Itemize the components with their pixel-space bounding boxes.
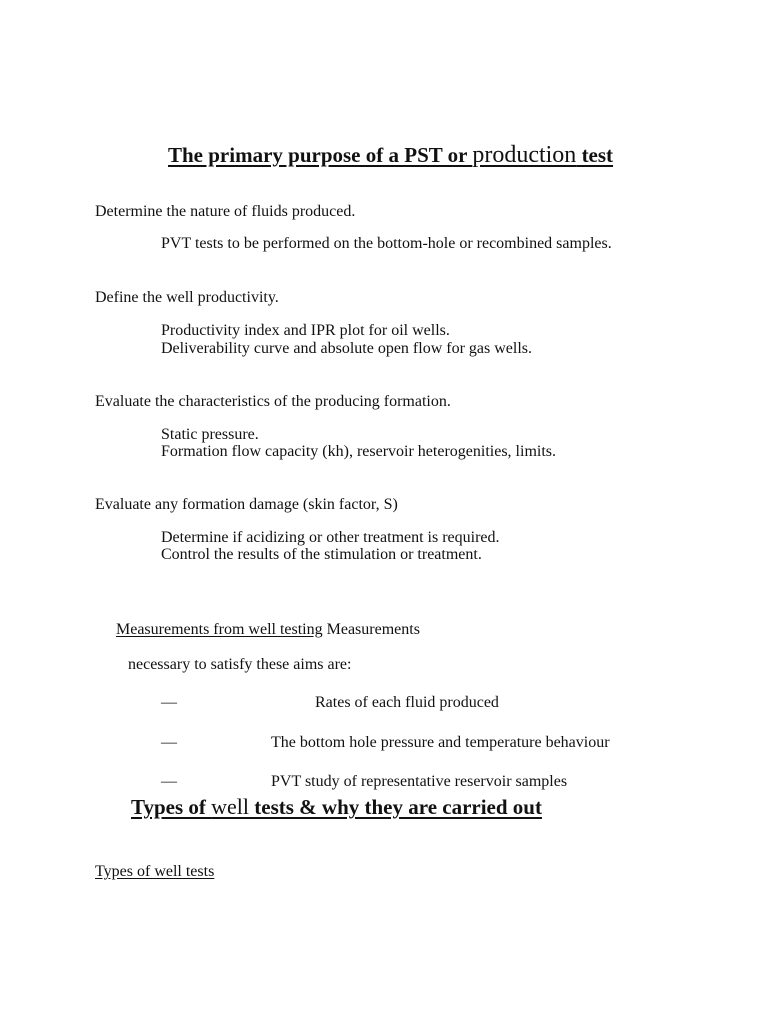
- aim-detail-acidizing: Determine if acidizing or other treatment is required.: [161, 529, 500, 546]
- main-heading-part2: production: [472, 142, 577, 168]
- types-heading-part3: tests & why they are carried out: [249, 795, 542, 819]
- aim-detail-static-pressure: Static pressure.: [161, 426, 259, 443]
- aim-detail-flow-capacity: Formation flow capacity (kh), reservoir heterogenities, limits.: [161, 443, 556, 460]
- types-subheading: Types of well tests: [95, 863, 215, 880]
- bullet-dash-3: —: [161, 773, 177, 790]
- aim-detail-deliverability: Deliverability curve and absolute open flow for gas wells.: [161, 340, 532, 357]
- aim-detail-stimulation: Control the results of the stimulation or treatment.: [161, 546, 482, 563]
- aim-detail-pvt-tests: PVT tests to be performed on the bottom-hole or recombined samples.: [161, 235, 612, 252]
- measurement-item-rates: Rates of each fluid produced: [315, 694, 499, 711]
- main-heading: [168, 142, 613, 169]
- types-heading-part1: Types of: [131, 795, 212, 819]
- aim-detail-productivity-index: Productivity index and IPR plot for oil wells.: [161, 322, 450, 339]
- main-heading-part1: The primary purpose of a PST or: [168, 143, 473, 167]
- measurement-item-pressure: The bottom hole pressure and temperature behaviour: [271, 734, 610, 751]
- measurements-line2: necessary to satisfy these aims are:: [128, 656, 352, 673]
- aim-evaluate-formation: Evaluate the characteristics of the producing formation.: [95, 393, 451, 410]
- bullet-dash-2: —: [161, 734, 177, 751]
- measurement-item-pvt: PVT study of representative reservoir samples: [271, 773, 568, 790]
- aim-determine-fluids: Determine the nature of fluids produced.: [95, 203, 356, 220]
- bullet-dash-1: —: [161, 694, 177, 711]
- types-heading-part2: well: [211, 794, 250, 819]
- types-heading: [131, 794, 542, 820]
- measurements-underlined: Measurements from well testing: [116, 621, 323, 638]
- measurements-intro: [116, 621, 420, 639]
- measurements-rest: Measurements: [322, 621, 420, 638]
- aim-evaluate-damage: Evaluate any formation damage (skin factor, S): [95, 496, 398, 513]
- main-heading-part3: test: [576, 143, 614, 167]
- aim-define-productivity: Define the well productivity.: [95, 289, 279, 306]
